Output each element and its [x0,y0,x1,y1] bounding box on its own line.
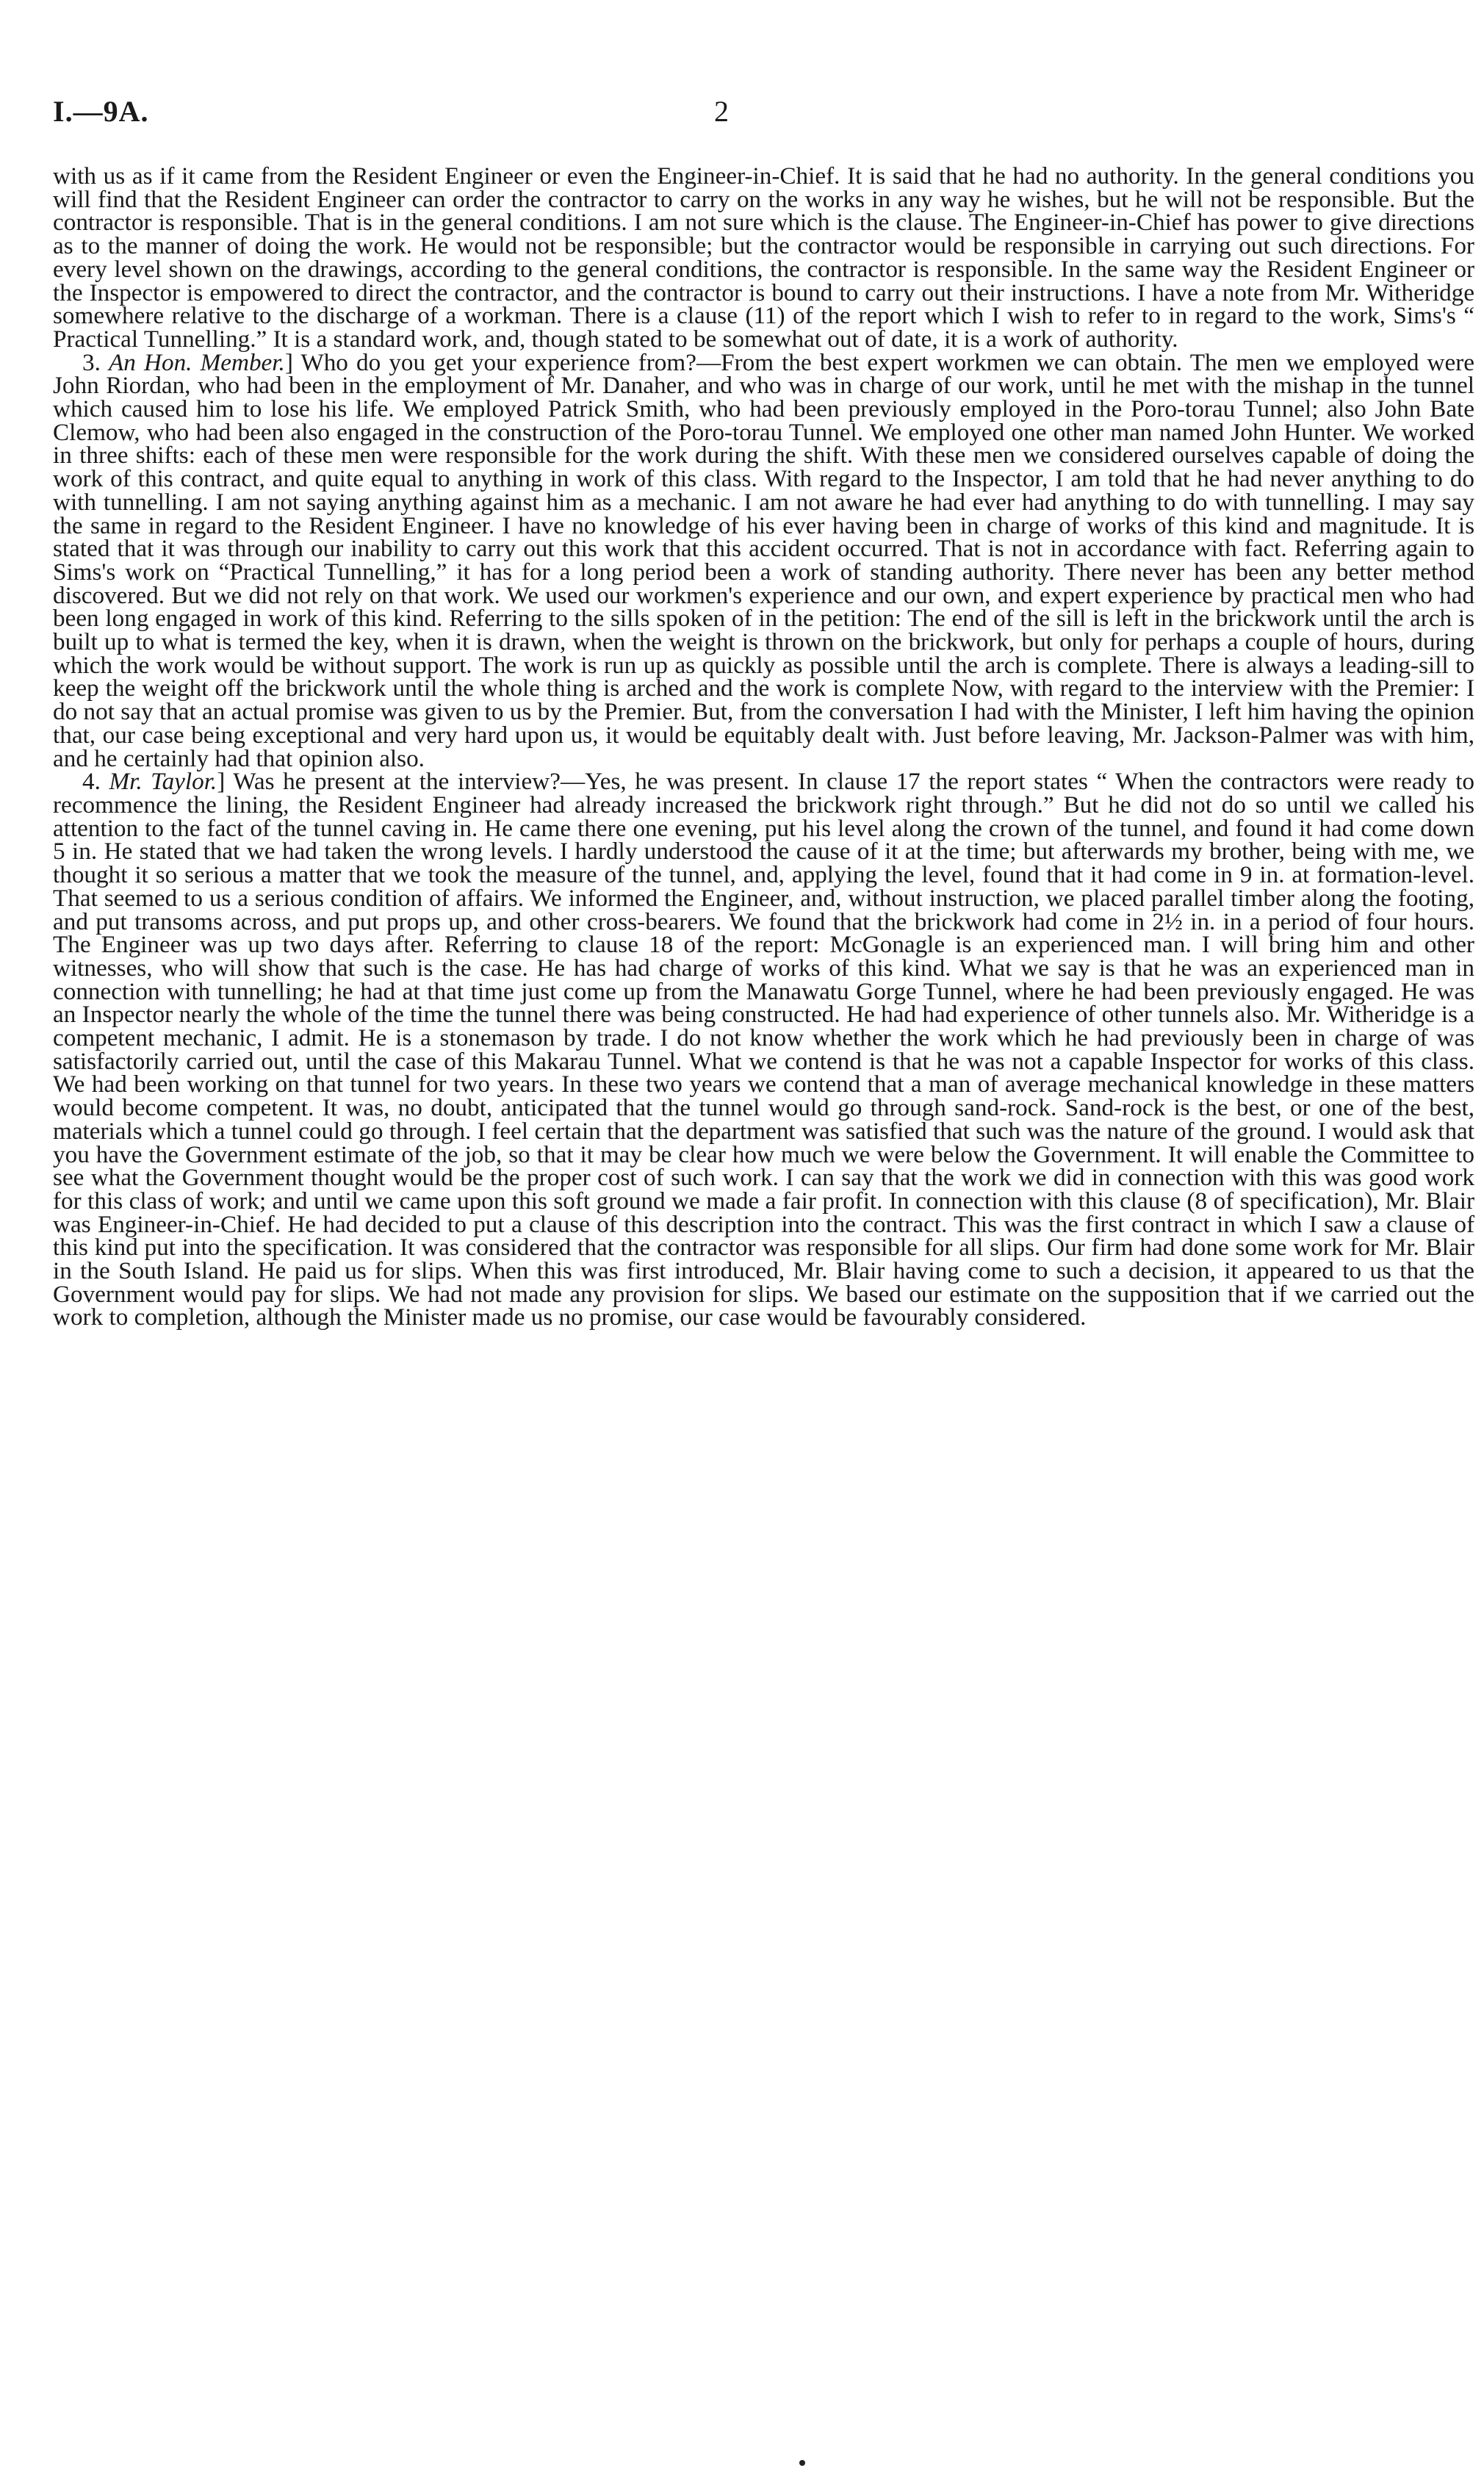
paragraph-question-4: 4. Mr. Taylor.] Was he present at the interview?—Yes, he was present. In clause 17 the report states “ When the contractors were ready to recommence the lining, the Resident Engineer had already increased the brickwork right through.” But he did not do so until we called his attention to the fact of the tunnel caving in. He came there one evening, put his level along the crown of the tunnel, and found it had come down 5 in. He stated that we had taken the wrong levels. I hardly understood the cause of it at the time; but afterwards my brother, being with me, we thought it so serious a matter that we took the measure of the tunnel, and, applying the level, found that it had come in 9 in. at formation-level. That seemed to us a serious condition of affairs. We informed the Engineer, and, without instruction, we placed parallel timber along the footing, and put transoms across, and put props up, and other cross-bearers. We found that the brickwork had come in 2½ in. in a period of four hours. The Engineer was up two days after. Referring to clause 18 of the report: McGonagle is an experienced man. I will bring him and other witnesses, who will show that such is the case. He has had charge of works of this kind. What we say is that he was an experienced man in connection with tunnelling; he had at that time just come up from the Manawatu Gorge Tunnel, where he had been previously engaged. He was an Inspector nearly the whole of the time the tunnel there was being constructed. He had had experience of other tunnels also. Mr. Witheridge is a competent mechanic, I admit. He is a stonemason by trade. I do not know whether the work which he had previously been in charge of was satisfactorily carried out, until the case of this Makarau Tunnel. What we contend is that he was not a capable Inspector for works of this class. We had been working on that tunnel for two years. In these two years we contend that a man of average mechanical knowledge in these matters would become competent. It was, no doubt, anticipated that the tunnel would go through sand-rock. Sand-rock is the best, or one of the best, materials which a tunnel could go through. I feel certain that the department was satisfied that such was the nature of the ground. I would ask that you have the Government estimate of the job, so that it may be clear how much we were below the Government. It will enable the Committee to see what the Government thought would be the proper cost of such work. I can say that the work we did in connection with this was good work for this class of work; and until we came upon this soft ground we made a fair profit. In connection with this clause (8 of specification), Mr. Blair was Engineer-in-Chief. He had decided to put a clause of this description into the contract. This was the first contract in which I saw a clause of this kind put into the specification. It was considered that the contractor was responsible for all slips. Our firm had done some work for Mr. Blair in the South Island. He paid us for slips. When this was first introduced, Mr. Blair having come to such a decision, it appeared to us that the Government would pay for slips. We had not made any provision for slips. We based our estimate on the supposition that if we carried out the work to completion, although the Minister made us no promise, our case would be favourably considered. [53,768,1475,1331]
body-text [53,162,1475,1331]
speaker-name: An Hon. Member. [109,348,285,376]
paragraph-continuation [53,162,1474,353]
question-number: 3. [82,348,101,376]
paragraph-text: with us as if it came from the Resident Engineer or even the Engineer-in-Chief. It is said that he had no authority. In the general conditions you will find that the Resident Engineer can order the contractor to carry on the works in any way he wishes, but he will not be responsible. But the contractor is responsible. That is in the general conditions. I am not sure which is the clause. The Engineer-in-Chief has power to give directions as to the manner of doing the work. He would not be responsible; but the contractor would be responsible in carrying out such directions. For every level shown on the drawings, according to the general conditions, the contractor is responsible. In the same way the Resident Engineer or the Inspector is empowered to direct the contractor, and the contractor is bound to carry out their instructions. I have a note from Mr. Witheridge somewhere relative to the discharge of a workman. There is a clause (11) of the report which I wish to refer to in regard to the work, Sims's “ Practical Tunnelling.” It is a standard work, and, though stated to be somewhat out of date, it is a work of authority. [53,162,1474,353]
page-header [53,94,1474,138]
question-number: 4. [82,768,101,796]
paragraph-question-3: 3. An Hon. Member.] Who do you get your experience from?—From the best expert workmen we can obtain. The men we employed were John Riordan, who had been in the employment of Mr. Danaher, and who was in charge of our work, until he met with the mishap in the tunnel which caused him to lose his life. We employed Patrick Smith, who had been previously employed in the Poro-torau Tunnel; also John Bate Clemow, who had been also engaged in the construction of the Poro-torau Tunnel. We employed one other man named John Hunter. We worked in three shifts: each of these men were responsible for the work during the shift. With these men we considered ourselves capable of doing the work of this contract, and quite equal to anything in work of this class. With regard to the Inspector, I am told that he had never anything to do with tunnelling. I am not saying anything against him as a mechanic. I am not aware he had ever had anything to do with tunnelling. I may say the same in regard to the Resident Engineer. I have no knowledge of his ever having been in charge of works of this kind and magnitude. It is stated that it was through our inability to carry out this work that this accident occurred. That is not in accordance with fact. Referring again to Sims's work on “Practical Tunnelling,” it has for a long period been a work of standing authority. There never has been any better method discovered. But we did not rely on that work. We used our workmen's experience and our own, and expert experience by practical men who had been long engaged in work of this kind. Referring to the sills spoken of in the petition: The end of the sill is left in the brickwork until the arch is built up to what is termed the key, when it is drawn, when the weight is thrown on the brickwork, but only for perhaps a couple of hours, during which the work would be without support. The work is run up as quickly as possible until the arch is complete. There is always a leading-sill to keep the weight off the brickwork until the whole thing is arched and the work is complete Now, with regard to the interview with the Premier: I do not say that an actual promise was given to us by the Premier. But, from the conversation I had with the Minister, I left him having the opinion that, our case being exceptional and very hard upon us, it would be equitably dealt with. Just before leaving, Mr. Jackson-Palmer was with him, and he certainly had that opinion also. [53,348,1475,772]
paragraph-text: Was he present at the interview?—Yes, he was present. In clause 17 the report states “ When the contractors were ready to recommence the lining, the Resident Engineer had already increased the brickwork right through.” But he did not do so until we called his attention to the fact of the tunnel caving in. He came there one evening, put his level along the crown of the tunnel, and found it had come down 5 in. He stated that we had taken the wrong levels. I hardly understood the cause of it at the time; but afterwards my brother, being with me, we thought it so serious a matter that we took the measure of the tunnel, and, applying the level, found that it had come in 9 in. at formation-level. That seemed to us a serious condition of affairs. We informed the Engineer, and, without instruction, we placed parallel timber along the footing, and put transoms across, and put props up, and other cross-bearers. We found that the brickwork had come in 2½ in. in a period of four hours. The Engineer was up two days after. Referring to clause 18 of the report: McGonagle is an experienced man. I will bring him and other witnesses, who will show that such is the case. He has had charge of works of this kind. What we say is that he was an experienced man in connection with tunnelling; he had at that time just come up from the Manawatu Gorge Tunnel, where he had been previously engaged. He was an Inspector nearly the whole of the time the tunnel there was being constructed. He had had experience of other tunnels also. Mr. Witheridge is a competent mechanic, I admit. He is a stonemason by trade. I do not know whether the work which he had previously been in charge of was satisfactorily carried out, until the case of this Makarau Tunnel. What we contend is that he was not a capable Inspector for works of this class. We had been working on that tunnel for two years. In these two years we contend that a man of average mechanical knowledge in these matters would become competent. It was, no doubt, anticipated that the tunnel would go through sand-rock. Sand-rock is the best, or one of the best, materials which a tunnel could go through. I feel certain that the department was satisfied that such was the nature of the ground. I would ask that you have the Government estimate of the job, so that it may be clear how much we were below the Government. It will enable the Committee to see what the Government thought would be the proper cost of such work. I can say that the work we did in connection with this was good work for this class of work; and until we came upon this soft ground we made a fair profit. In connection with this clause (8 of specification), Mr. Blair was Engineer-in-Chief. He had decided to put a clause of this description into the contract. This was the first contract in which I saw a clause of this kind put into the specification. It was considered that the contractor was responsible for all slips. Our firm had done some work for Mr. Blair in the South Island. He paid us for slips. When this was first introduced, Mr. Blair having come to such a decision, it appeared to us that the Government would pay for slips. We had not made any provision for slips. We based our estimate on the supposition that if we carried out the work to completion, although the Minister made us no promise, our case would be favourably considered. [53,768,1475,1331]
page-mark [799,2460,805,2466]
speaker-name: Mr. Taylor. [109,768,217,796]
paragraph-text: Who do you get your experience from?—From the best expert workmen we can obtain. The men we employed were John Riordan, who had been in the employment of Mr. Danaher, and who was in charge of our work, until he met with the mishap in the tunnel which caused him to lose his life. We employed Patrick Smith, who had been previously employed in the Poro-torau Tunnel; also John Bate Clemow, who had been also engaged in the construction of the Poro-torau Tunnel. We employed one other man named John Hunter. We worked in three shifts: each of these men were responsible for the work during the shift. With these men we considered ourselves capable of doing the work of this contract, and quite equal to anything in work of this class. With regard to the Inspector, I am told that he had never anything to do with tunnelling. I am not saying anything against him as a mechanic. I am not aware he had ever had anything to do with tunnelling. I may say the same in regard to the Resident Engineer. I have no knowledge of his ever having been in charge of works of this kind and magnitude. It is stated that it was through our inability to carry out this work that this accident occurred. That is not in accordance with fact. Referring again to Sims's work on “Practical Tunnelling,” it has for a long period been a work of standing authority. There never has been any better method discovered. But we did not rely on that work. We used our workmen's experience and our own, and expert experience by practical men who had been long engaged in work of this kind. Referring to the sills spoken of in the petition: The end of the sill is left in the brickwork until the arch is built up to what is termed the key, when it is drawn, when the weight is thrown on the brickwork, but only for perhaps a couple of hours, during which the work would be without support. The work is run up as quickly as possible until the arch is complete. There is always a leading-sill to keep the weight off the brickwork until the whole thing is arched and the work is complete Now, with regard to the interview with the Premier: I do not say that an actual promise was given to us by the Premier. But, from the conversation I had with the Minister, I left him having the opinion that, our case being exceptional and very hard upon us, it would be equitably dealt with. Just before leaving, Mr. Jackson-Palmer was with him, and he certainly had that opinion also. [53,348,1475,772]
page-number: 2 [714,95,729,128]
document-reference: I.—9A. [53,95,149,128]
